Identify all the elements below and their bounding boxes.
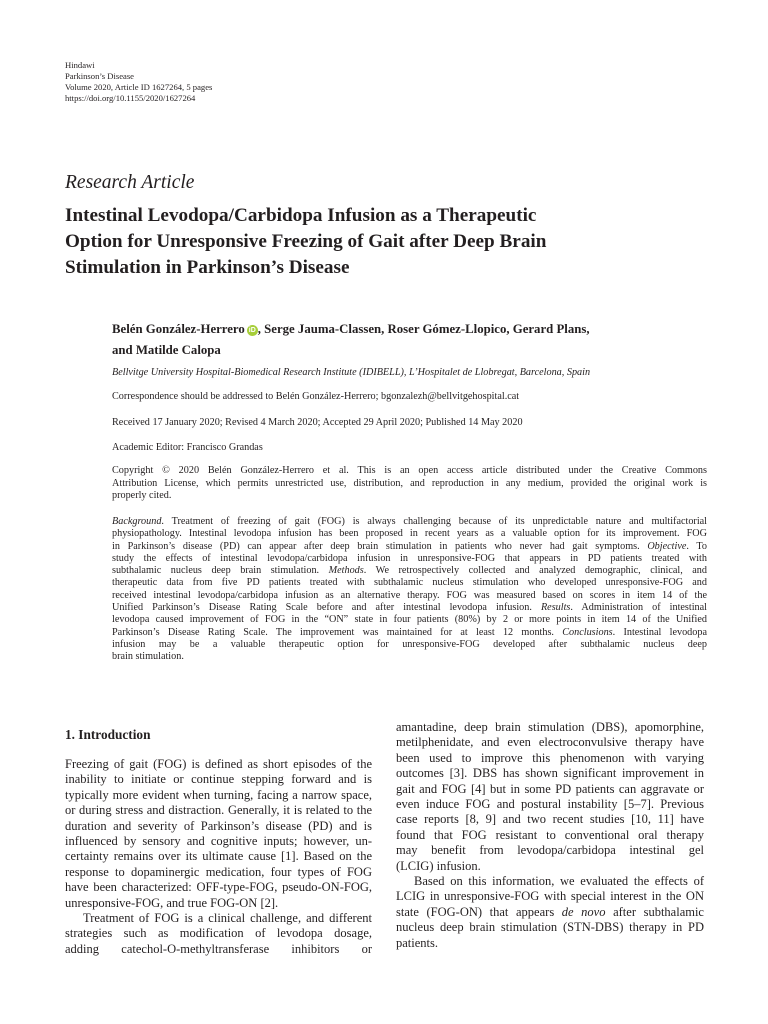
intro-paragraph-2 — [65, 911, 372, 957]
copyright-line: Attribution License, which permits unrestricted use, distribution, and reproduction in any medium, provided the original work is — [112, 477, 707, 489]
first-author: Belén González-Herrero — [112, 322, 245, 336]
section-heading: 1. Introduction — [65, 727, 151, 742]
body-line: Treatment of FOG is a clinical challenge, and different — [83, 911, 372, 926]
intro-paragraph-2-cont — [396, 720, 704, 874]
body-line: response to dopaminergic medication, four types of FOG — [65, 864, 372, 879]
publisher-name: Hindawi — [65, 60, 95, 70]
title-line: Option for Unresponsive Freezing of Gait after Deep Brain — [65, 231, 547, 252]
body-line: amantadine, deep brain stimulation (DBS), apomorphine, — [396, 720, 704, 734]
body-line: typically more evident when turning, facing a narrow space, — [65, 787, 372, 802]
body-line: strategies such as modification of levodopa dosage, — [65, 926, 372, 941]
body-line: or during stress and distraction. Generally, it is related to the — [65, 803, 372, 818]
abstract-line: therapeutic data from five PD patients treated with subthalamic nucleus stimulation who developed unresponsive-FOG and — [112, 577, 707, 589]
intro-paragraph-3 — [396, 874, 704, 951]
title-line: Intestinal Levodopa/Carbidopa Infusion as a Therapeutic — [65, 205, 537, 226]
article-title — [65, 203, 705, 281]
abstract-line: physiopathology. Intestinal levodopa infusion has been proposed in recent years as a valuable option for its improvement. FOG — [112, 528, 707, 540]
body-line: influenced by sensory and cognitive inputs; however, un- — [65, 834, 372, 849]
masthead — [65, 60, 212, 104]
body-line: duration and severity of Parkinson’s disease (PD) and is — [65, 818, 372, 833]
body-line: certainty remains over its ultimate cause [1]. Based on the — [65, 849, 372, 864]
copyright-line: Copyright © 2020 Belén González-Herrero et al. This is an open access article distributed under the Creative Commons — [112, 465, 707, 476]
abstract-line: levodopa caused improvement of FOG in the “ON” state in four patients (80%) by 2 or more points in item 14 of the Unified — [112, 614, 707, 626]
body-line: state (FOG-ON) that appears de novo after subthalamic — [396, 904, 704, 919]
academic-editor: Academic Editor: Francisco Grandas — [112, 442, 263, 453]
body-line: Based on this information, we evaluated the effects of — [414, 874, 704, 889]
abstract — [112, 516, 707, 664]
abstract-line: Unified Parkinson’s Disease Rating Scale before and after intestinal levodopa infusion. Results. Administration of intestinal — [112, 602, 707, 614]
volume-info: Volume 2020, Article ID 1627264, 5 pages — [65, 82, 213, 92]
journal-name: Parkinson’s Disease — [65, 71, 134, 81]
author-line — [112, 319, 712, 340]
correspondence: Correspondence should be addressed to Belén González-Herrero; bgonzalezh@bellvitgehospital.cat — [112, 391, 520, 402]
abstract-line: brain stimulation. — [112, 651, 184, 663]
body-line: gait and FOG [4] but in some PD patients can aggravate or — [396, 781, 704, 796]
intro-paragraph-1 — [65, 757, 372, 911]
body-line: metilphenidate, and even electroconvulsive therapy have — [396, 735, 704, 750]
body-line: even induce FOG and postural instability [5–7]. Previous — [396, 797, 704, 812]
abstract-line: received intestinal levodopa/carbidopa infusion as an alternative therapy. FOG was measured based on scores in item 14 of the — [112, 589, 707, 601]
body-line: LCIG in unresponsive-FOG with special interest in the ON — [396, 889, 704, 904]
affiliation: Bellvitge University Hospital-Biomedical Research Institute (IDIBELL), L’Hospitalet de Llobregat, Barcelona, Spain — [112, 367, 591, 378]
abstract-label: Methods — [328, 565, 364, 577]
abstract-line: subthalamic nucleus deep brain stimulation. Methods. We retrospectively collected and analyzed demographic, clinical, and — [112, 565, 707, 577]
title-line: Stimulation in Parkinson’s Disease — [65, 257, 350, 278]
copyright — [112, 465, 707, 503]
left-column — [65, 720, 372, 957]
abstract-line: Background. Treatment of freezing of gait (FOG) is always challenging because of its unpredictable nature and multifactorial — [112, 516, 707, 527]
abstract-label: Conclusions — [562, 626, 613, 638]
abstract-line: infusion may be a valuable therapeutic option for unresponsive-FOG developed after subthalamic nucleus deep — [112, 638, 707, 650]
abstract-label: Objective — [647, 540, 687, 552]
dates: Received 17 January 2020; Revised 4 March 2020; Accepted 29 April 2020; Published 14 May 2020 — [112, 417, 523, 428]
body-line: nucleus deep brain stimulation (STN-DBS) therapy in PD — [396, 920, 704, 935]
orcid-icon[interactable]: iD — [248, 327, 256, 334]
abstract-line: Parkinson’s Disease Rating Scale. The improvement was maintained for at least 12 months. Conclusions. Intestinal levodopa — [112, 626, 707, 638]
abstract-line: study the effects of intestinal levodopa/carbidopa infusion in unresponsive-FOG that appears in PD patients treated with — [112, 552, 707, 564]
right-column — [396, 720, 704, 951]
body-line: may benefit from levodopa/carbidopa intestinal gel — [396, 843, 704, 858]
body-line: Freezing of gait (FOG) is defined as short episodes of the — [65, 757, 372, 771]
abstract-label: Background — [112, 516, 162, 527]
body-line: case reports [8, 9] and two recent studies [10, 11] have — [396, 812, 704, 827]
body-line: have been characterized: OFF-type-FOG, pseudo-ON-FOG, — [65, 880, 372, 895]
body-line: (LCIG) infusion. — [396, 858, 481, 873]
body-line: outcomes [3]. DBS has shown significant improvement in — [396, 766, 704, 781]
italic-term: de novo — [561, 904, 606, 919]
abstract-line: in Parkinson’s disease (PD) can appear after deep brain stimulation in patients who never had gait symptoms. Objective. To — [112, 540, 708, 552]
body-line: adding catechol-O-methyltransferase inhibitors or — [65, 941, 372, 956]
body-line: inability to initiate or continue stepping forward and is — [65, 772, 372, 787]
author-line: and Matilde Calopa — [112, 343, 221, 357]
other-authors: , Serge Jauma-Classen, Roser Gómez-Llopico, Gerard Plans, — [257, 322, 590, 336]
article-type: Research Article — [65, 172, 195, 193]
body-line: been used to improve this phenomenon with varying — [396, 750, 704, 765]
copyright-line: properly cited. — [112, 490, 172, 501]
doi-link[interactable]: https://doi.org/10.1155/2020/1627264 — [65, 93, 196, 103]
body-line: patients. — [396, 935, 439, 950]
abstract-label: Results — [540, 602, 571, 614]
author-list — [112, 319, 712, 361]
body-line: found that FOG resistant to conventional oral therapy — [396, 827, 704, 842]
body-line: unresponsive-FOG, and true FOG-ON [2]. — [65, 895, 279, 910]
